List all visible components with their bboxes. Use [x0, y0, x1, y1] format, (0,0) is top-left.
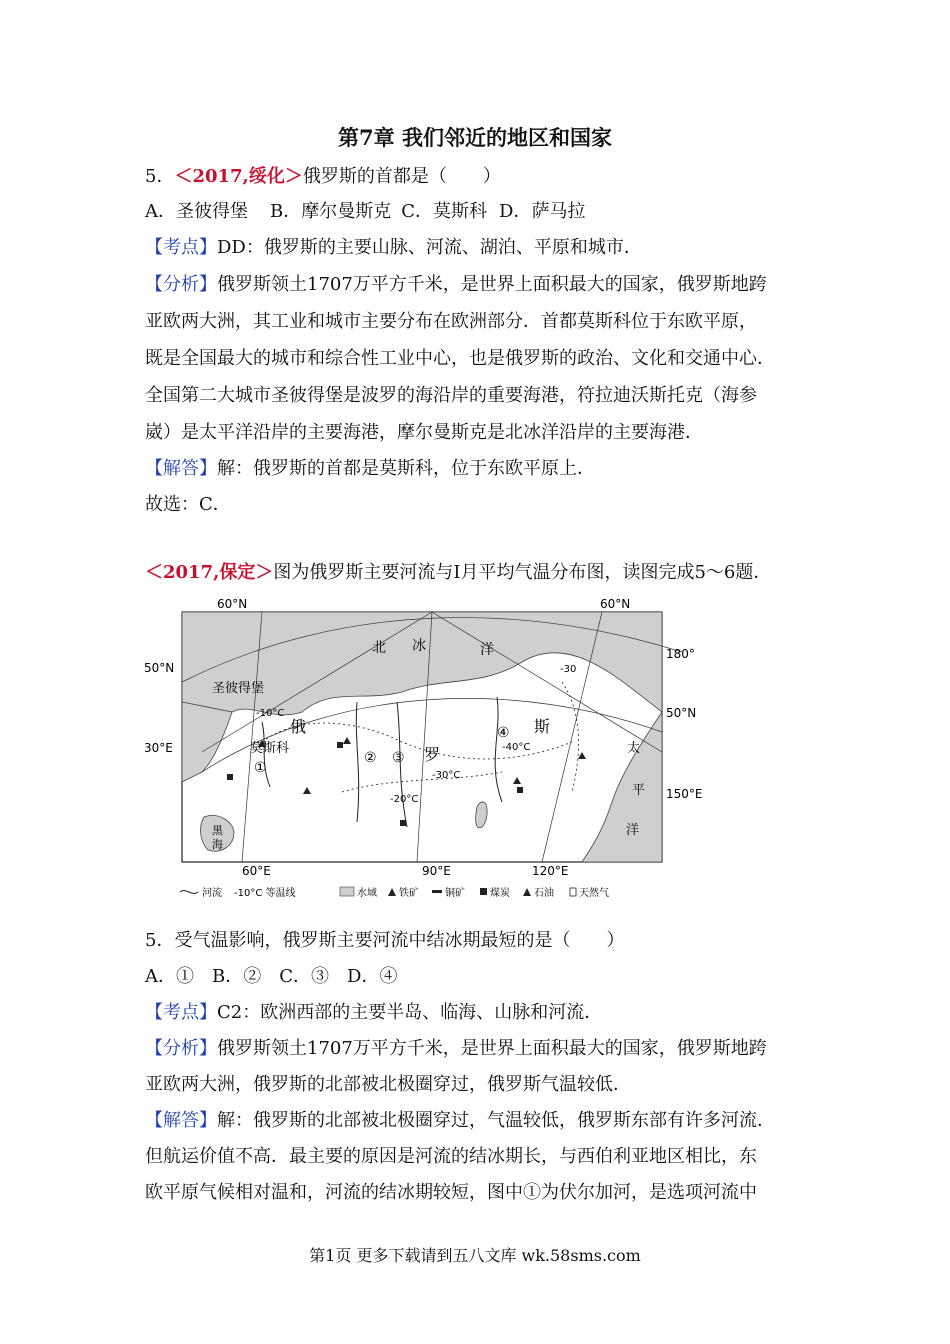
lon-label-120e: 120°E	[532, 864, 569, 878]
q1-jieda-tag: 【解答】	[145, 458, 217, 479]
q2-options	[145, 962, 419, 988]
q1-answer: 故选：C．	[145, 494, 231, 515]
isotherm-minus10: -10°C	[256, 708, 285, 719]
q1-fenxi-text-1: 俄罗斯领土1707万平方千米，是世界上面积最大的国家，俄罗斯地跨	[217, 274, 767, 295]
label-bing: 冰	[412, 638, 426, 654]
lon-label-90e: 90°E	[422, 864, 451, 878]
q2-number: 5．	[145, 930, 175, 951]
q1-fenxi-line-5: 崴）是太平洋沿岸的主要海港，摩尔曼斯克是北冰洋沿岸的主要海港．	[145, 422, 703, 443]
river-2: ②	[364, 750, 377, 766]
label-hei: 黑	[212, 824, 223, 837]
q1-stem-line	[145, 162, 501, 188]
q2-stem-line	[145, 926, 624, 952]
q1-fenxi-line-1	[145, 270, 767, 296]
q1-option-d: D．萨马拉	[499, 201, 586, 222]
q2-option-a: A．①	[145, 966, 194, 987]
label-yang-pacific: 洋	[626, 823, 640, 838]
q1-jieda-text: 解：俄罗斯的首都是莫斯科，位于东欧平原上．	[217, 458, 595, 479]
label-si: 斯	[534, 717, 551, 736]
q2-option-c: C．③	[279, 966, 330, 987]
map-intro	[145, 558, 771, 584]
q2-jieda-line-2: 但航运价值不高．最主要的原因是河流的结冰期长，与西伯利亚地区相比，东	[145, 1146, 757, 1167]
intro-source: ＜2017,保定＞	[145, 562, 274, 583]
legend-gas: 天然气	[579, 888, 609, 899]
q1-option-c: C．莫斯科	[401, 201, 488, 222]
q1-kaodian	[145, 233, 642, 259]
q2-kaodian-tag: 【考点】	[145, 1002, 217, 1023]
label-bei: 北	[372, 640, 386, 656]
q1-kaodian-text: DD：俄罗斯的主要山脉、河流、湖泊、平原和城市．	[217, 237, 642, 258]
q1-fenxi-line-3: 既是全国最大的城市和综合性工业中心，也是俄罗斯的政治、文化和交通中心．	[145, 348, 775, 369]
russia-rivers-temperature-map	[142, 592, 722, 910]
q1-fenxi-tag: 【分析】	[145, 274, 217, 295]
q2-kaodian-text: C2：欧洲西部的主要半岛、临海、山脉和河流．	[217, 1002, 603, 1023]
q2-option-d: D．④	[347, 966, 398, 987]
lat-label-50n-left: 50°N	[144, 661, 175, 675]
lon-label-60e: 60°E	[242, 864, 271, 878]
river-3: ③	[392, 750, 405, 766]
q2-jieda-line-3: 欧平原气候相对温和，河流的结冰期较短，图中①为伏尔加河，是选项河流中	[145, 1182, 757, 1203]
isotherm-minus30: -30°C	[432, 770, 461, 781]
label-st-petersburg: 圣彼得堡	[212, 681, 265, 696]
q2-fenxi-tag: 【分析】	[145, 1038, 217, 1059]
isotherm-minus20: -20°C	[390, 794, 419, 805]
q2-fenxi-text-1: 俄罗斯领土1707万平方千米，是世界上面积最大的国家，俄罗斯地跨	[217, 1038, 767, 1059]
q1-option-b: B．摩尔曼斯克	[270, 201, 392, 222]
legend-water: 水域	[357, 888, 377, 899]
lat-label-60n-left: 60°N	[217, 597, 248, 611]
q1-fenxi-line-4: 全国第二大城市圣彼得堡是波罗的海沿岸的重要海港，符拉迪沃斯托克（海参	[145, 385, 757, 406]
label-luo: 罗	[424, 745, 441, 764]
river-4: ④	[497, 725, 510, 741]
q1-option-a: A．圣彼得堡	[145, 201, 248, 222]
label-e: 俄	[290, 717, 307, 736]
legend-coal: 煤炭	[490, 888, 510, 899]
isotherm-minus30-north: -30	[560, 664, 577, 675]
lat-label-60n-right: 60°N	[600, 597, 631, 611]
intro-text: 图为俄罗斯主要河流与Ⅰ月平均气温分布图，读图完成5～6题．	[273, 562, 772, 583]
q1-source: ＜2017,绥化＞	[174, 166, 303, 187]
river-1: ①	[254, 760, 267, 776]
legend-copper: 铜矿	[445, 888, 465, 899]
q2-jieda-tag: 【解答】	[145, 1110, 217, 1131]
legend-isotherm: -10°C 等温线	[234, 888, 296, 899]
legend-iron: 铁矿	[399, 888, 419, 899]
q2-jieda-line-1	[145, 1106, 775, 1132]
q1-number: 5．	[145, 166, 175, 187]
page-footer: 第1页 更多下载请到五八文库 wk.58sms.com	[309, 1246, 641, 1265]
label-moscow: 莫斯科	[250, 741, 290, 756]
q1-kaodian-tag: 【考点】	[145, 237, 217, 258]
label-tai: 太	[627, 741, 641, 756]
q2-fenxi-line-2: 亚欧两大洲，俄罗斯的北部被北极圈穿过，俄罗斯气温较低．	[145, 1074, 631, 1095]
q2-fenxi-line-1	[145, 1034, 767, 1060]
label-hai: 海	[212, 838, 223, 851]
q2-stem: 受气温影响，俄罗斯主要河流中结冰期最短的是（ ）	[174, 930, 625, 951]
q1-jieda	[145, 454, 595, 480]
label-ping: 平	[632, 783, 646, 798]
lon-label-30e: 30°E	[144, 741, 173, 755]
lat-label-50n-right: 50°N	[666, 706, 697, 720]
chapter-title: 第7章 我们邻近的地区和国家	[338, 125, 612, 150]
legend-river: 河流	[202, 888, 222, 899]
q2-option-b: B．②	[212, 966, 262, 987]
q1-options	[145, 197, 607, 223]
q1-stem: 俄罗斯的首都是（ ）	[302, 166, 501, 187]
isotherm-minus40: -40°C	[502, 742, 531, 753]
q1-fenxi-line-2: 亚欧两大洲，其工业和城市主要分布在欧洲部分．首都莫斯科位于东欧平原，	[145, 311, 757, 332]
legend-oil: 石油	[534, 888, 554, 899]
q2-jieda-text-1: 解：俄罗斯的北部被北极圈穿过，气温较低，俄罗斯东部有许多河流．	[217, 1110, 775, 1131]
label-yang: 洋	[480, 642, 494, 658]
lon-label-150e: 150°E	[666, 787, 703, 801]
lon-label-180: 180°	[666, 647, 695, 661]
q2-kaodian	[145, 998, 602, 1024]
